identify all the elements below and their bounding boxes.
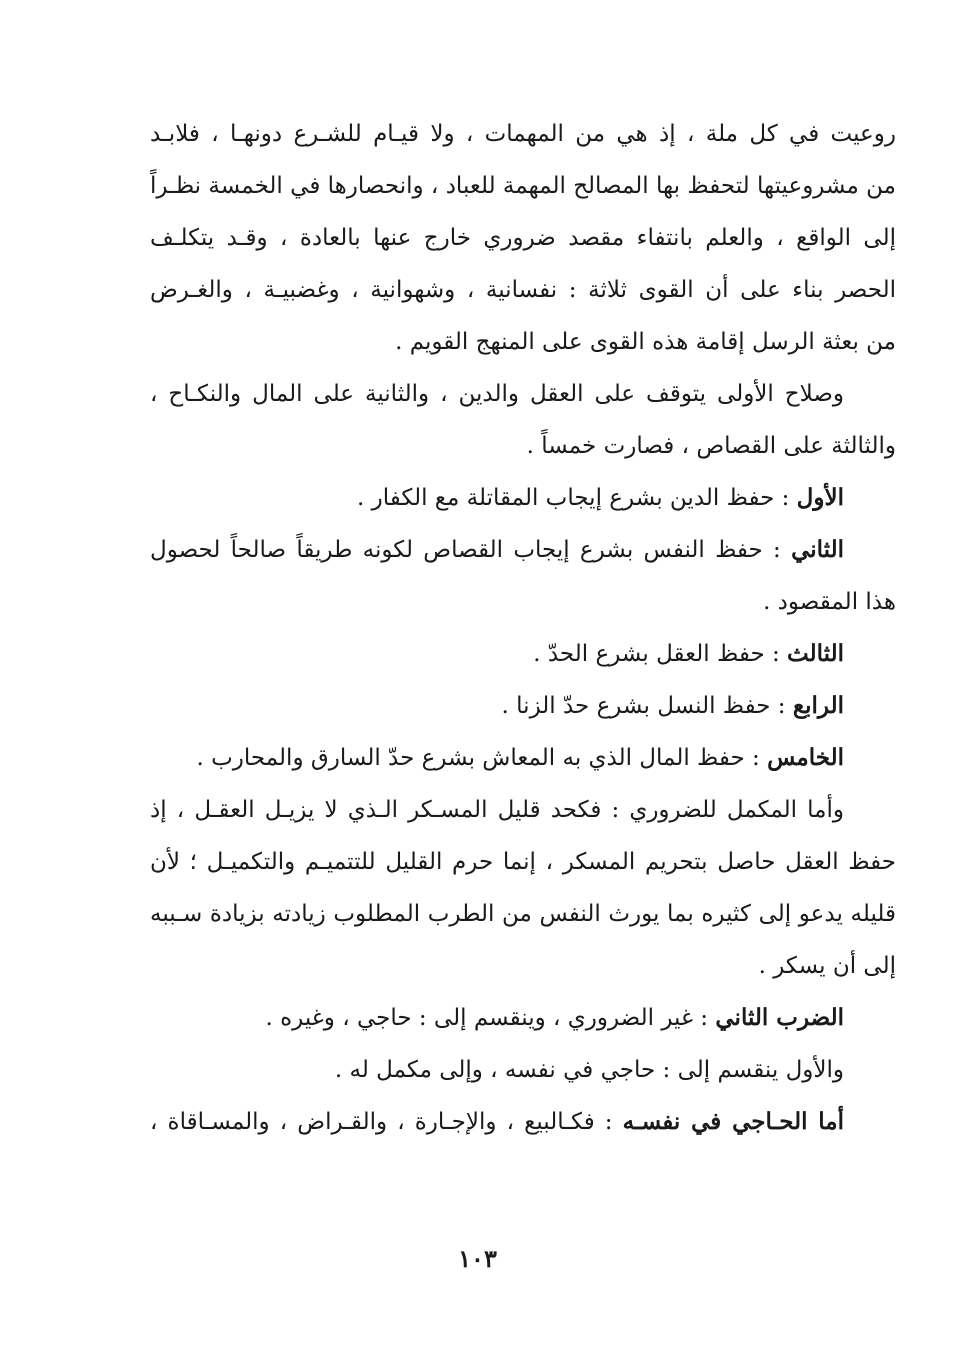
line-text: وصلاح الأولى يتوقف على العقل والدين ، والثانية على المال والنكـاح ، xyxy=(150,381,844,407)
paragraph-line xyxy=(150,368,896,420)
item-heading: الثالث xyxy=(787,640,844,667)
list-item xyxy=(150,472,896,524)
paragraph-line xyxy=(150,940,896,992)
line-text: حفظ العقل حاصل بتحريم المسكر ، إنما حرم القليل للتتميـم والتكميـل ؛ لأن xyxy=(150,849,896,875)
page-number: ١٠٣ xyxy=(458,1244,497,1273)
list-item xyxy=(150,680,896,732)
item-text: : حفظ العقل بشرع الحدّ . xyxy=(533,641,788,667)
paragraph-line xyxy=(150,160,896,212)
paragraph-line xyxy=(150,888,896,940)
item-heading: الأول xyxy=(796,484,844,511)
section-heading: أما الحـاجي في نفسـه xyxy=(622,1108,844,1135)
line-text: من بعثة الرسل إقامة هذه القوى على المنهج القويم . xyxy=(395,329,896,355)
line-text: الحصر بناء على أن القوى ثلاثة : نفسانية ، وشهوانية ، وغضبيـة ، والغـرض xyxy=(150,277,896,303)
item-text: : حفظ النفس بشرع إيجاب القصاص لكونه طريقاً صالحاً لحصول xyxy=(150,537,792,563)
line-text: روعيت في كل ملة ، إذ هي من المهمات ، ولا قيـام للشـرع دونهـا ، فلابـد xyxy=(150,121,896,147)
line-text: والثالثة على القصاص ، فصارت خمساً . xyxy=(526,433,896,459)
list-item xyxy=(150,524,896,576)
item-heading: الخامس xyxy=(767,744,844,771)
item-heading: الرابع xyxy=(792,692,844,719)
paragraph-line xyxy=(150,316,896,368)
line-text: قليله يدعو إلى كثيره بما يورث النفس من الطرب المطلوب زيادته بزيادة سـببه xyxy=(150,901,896,927)
list-item xyxy=(150,628,896,680)
section-text: : فكـالبيع ، والإجـارة ، والقـراض ، والمسـاقاة ، xyxy=(150,1109,623,1135)
section-line xyxy=(150,1096,896,1148)
item-text: : حفظ الدين بشرع إيجاب المقاتلة مع الكفار . xyxy=(357,485,797,511)
item-heading: الثاني xyxy=(791,536,844,563)
section-heading: الضرب الثاني xyxy=(715,1004,844,1031)
section-text: : غير الضروري ، وينقسم إلى : حاجي ، وغيره . xyxy=(265,1005,716,1031)
paragraph-line xyxy=(150,264,896,316)
paragraph-line xyxy=(150,576,896,628)
line-text: وأما المكمل للضروري : فكحد قليل المسـكر الـذي لا يزيـل العقـل ، إذ xyxy=(150,797,844,823)
line-text: هذا المقصود . xyxy=(763,589,896,615)
item-text: : حفظ المال الذي به المعاش بشرع حدّ السارق والمحارب . xyxy=(196,745,768,771)
paragraph-line xyxy=(150,1044,896,1096)
line-text: إلى أن يسكر . xyxy=(758,953,896,979)
line-text: والأول ينقسم إلى : حاجي في نفسه ، وإلى مكمل له . xyxy=(334,1057,844,1083)
paragraph-line xyxy=(150,212,896,264)
paragraph-line xyxy=(150,784,896,836)
body-text xyxy=(150,108,896,1148)
list-item xyxy=(150,732,896,784)
item-text: : حفظ النسل بشرع حدّ الزنا . xyxy=(501,693,793,719)
paragraph-line xyxy=(150,836,896,888)
line-text: إلى الواقع ، والعلم بانتفاء مقصد ضروري خارج عنها بالعادة ، وقـد يتكلـف xyxy=(150,225,896,251)
paragraph-line xyxy=(150,420,896,472)
line-text: من مشروعيتها لتحفظ بها المصالح المهمة للعباد ، وانحصارها في الخمسة نظـراً xyxy=(150,173,896,199)
section-line xyxy=(150,992,896,1044)
paragraph-line xyxy=(150,108,896,160)
